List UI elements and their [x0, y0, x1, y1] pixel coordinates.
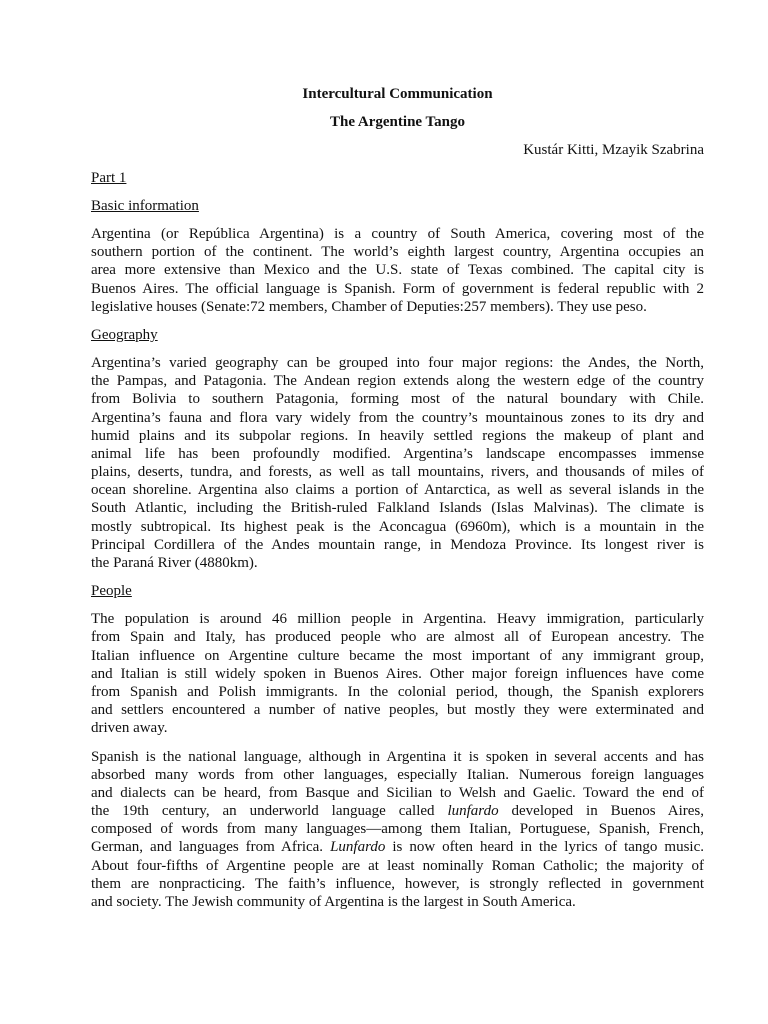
document-subtitle: The Argentine Tango	[329, 114, 466, 130]
document-body	[91, 197, 704, 911]
text-segment: the 19th century, an underworld language called	[91, 803, 448, 820]
section-heading: Basic information	[91, 198, 199, 214]
text-line: humid plains and its subpolar regions. In heavily settled regions the makeup of plant and	[91, 427, 704, 444]
text-line: Buenos Aires. The official language is Spanish. Form of government is federal republic with 2	[91, 280, 704, 297]
text-line: Argentina (or República Argentina) is a country of South America, covering most of the	[91, 226, 704, 242]
text-line: The population is around 46 million people in Argentina. Heavy immigration, particularly	[91, 611, 704, 628]
text-line: Principal Cordillera of the Andes mountain range, in Mendoza Province. Its longest river is	[91, 536, 704, 553]
text-segment: German, and languages from Africa.	[91, 839, 331, 856]
italic-term: lunfardo	[447, 803, 499, 820]
text-line: them are nonpracticing. The faith’s influence, however, is strongly reflected in government	[91, 875, 704, 892]
paragraph	[91, 610, 704, 737]
text-line: and society. The Jewish community of Argentina is the largest in South America.	[91, 894, 576, 910]
text-line: the Pampas, and Patagonia. The Andean region extends along the western edge of the country	[91, 373, 704, 390]
paragraph	[91, 354, 704, 572]
text-line: from Bolivia to southern Patagonia, forming most of the natural boundary with Chile.	[91, 391, 704, 408]
text-line	[91, 802, 704, 820]
text-line: Argentina’s varied geography can be grouped into four major regions: the Andes, the North,	[91, 354, 704, 371]
text-line: from Spain and Italy, has produced people who are almost all of European ancestry. The	[91, 629, 704, 646]
text-line	[91, 838, 704, 856]
text-line: driven away.	[91, 720, 168, 737]
text-line: Argentina’s fauna and flora vary widely from the country’s mountainous zones to its dry and	[91, 409, 704, 426]
text-line: from Spanish and Polish immigrants. In the colonial period, though, the Spanish explorers	[91, 683, 704, 700]
text-line: Spanish is the national language, although in Argentina it is spoken in several accents and has	[91, 748, 704, 765]
text-segment: developed in Buenos Aires,	[498, 803, 704, 820]
text-line: animal life has been profoundly modified. Argentina’s landscape encompasses immense	[91, 445, 704, 462]
section-heading: Geography	[91, 326, 158, 343]
text-line: South Atlantic, including the British-ruled Falkland Islands (Islas Malvinas). The climate is	[91, 500, 704, 517]
text-line: composed of words from many languages—among them Italian, Portuguese, Spanish, French,	[91, 821, 704, 838]
italic-term: Lunfardo	[330, 839, 386, 856]
document-title: Intercultural Communication	[302, 86, 493, 102]
text-segment: is now often heard in the lyrics of tango music.	[385, 839, 704, 856]
text-line: ocean shoreline. Argentina also claims a portion of Antarctica, as well as several islands in the	[91, 482, 704, 499]
part-heading: Part 1	[91, 170, 127, 186]
text-line: About four-fifths of Argentine people are at least nominally Roman Catholic; the majority of	[91, 857, 704, 874]
text-line: the Paraná River (4880km).	[91, 555, 258, 571]
text-line: legislative houses (Senate:72 members, Chamber of Deputies:257 members). They use peso.	[91, 298, 647, 315]
text-line: Italian influence on Argentine culture became the most important of any immigrant group,	[91, 647, 704, 664]
text-line: absorbed many words from other languages, especially Italian. Numerous foreign languages	[91, 766, 704, 783]
text-line: plains, deserts, tundra, and forests, as well as tall mountains, rivers, and thousands of miles of	[91, 464, 704, 481]
text-line: and settlers encountered a number of native peoples, but mostly they were exterminated and	[91, 702, 704, 719]
text-line: southern portion of the continent. The world’s eighth largest country, Argentina occupies an	[91, 244, 704, 261]
text-line: mostly subtropical. Its highest peak is the Aconcagua (6960m), which is a mountain in the	[91, 518, 704, 535]
paragraph	[91, 748, 704, 912]
text-line: area more extensive than Mexico and the U.S. state of Texas combined. The capital city is	[91, 262, 704, 279]
text-line: and Italian is still widely spoken in Buenos Aires. Other major foreign influences have come	[91, 665, 704, 682]
paragraph	[91, 225, 704, 316]
section-heading: People	[91, 583, 132, 600]
authors: Kustár Kitti, Mzayik Szabrina	[523, 142, 704, 158]
document-page	[91, 85, 704, 921]
text-line: and dialects can be heard, from Basque and Sicilian to Welsh and Gaelic. Toward the end of	[91, 784, 704, 801]
